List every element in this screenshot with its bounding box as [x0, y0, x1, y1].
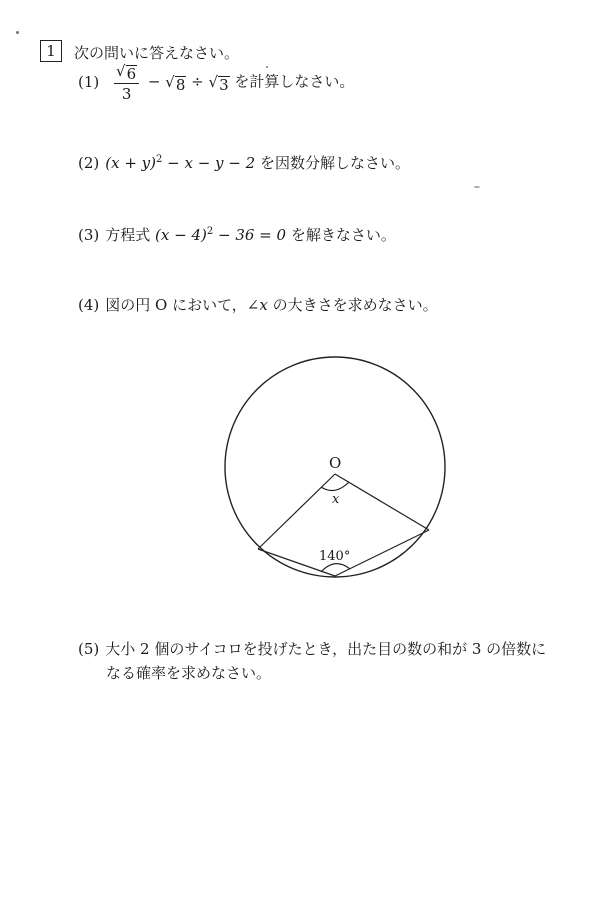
q1-minus: −: [147, 72, 161, 91]
q2-exponent: 2: [156, 154, 163, 165]
question-5-label: (5): [78, 640, 100, 658]
q1-divide: ÷: [191, 72, 204, 91]
q2-expression-rest: − x − y − 2: [162, 154, 256, 172]
question-1-label: (1): [78, 72, 100, 91]
sqrt-6: √ 6: [116, 62, 137, 83]
sqrt-8: √ 8: [165, 72, 186, 94]
q1-numerator: [114, 62, 139, 84]
question-3: [78, 224, 396, 245]
center-label-o: O: [329, 454, 342, 472]
scan-speck: [266, 66, 268, 68]
q4-variable: x: [259, 296, 268, 314]
circle-figure: [215, 350, 455, 590]
problem-number: 1: [46, 42, 56, 60]
q3-expression-rest: − 36 = 0: [213, 226, 287, 244]
problem-number-box: [40, 40, 62, 62]
scan-speck: [16, 31, 19, 34]
question-2-label: (2): [78, 154, 100, 172]
question-4-label: (4): [78, 296, 100, 314]
question-5-continued: [106, 662, 271, 683]
q5-line-2: なる確率を求めなさい。: [106, 664, 272, 682]
question-1: [78, 62, 354, 103]
q1-instruction: を計算しなさい。: [234, 72, 355, 91]
q4-text-a: 図の円 O において，∠: [105, 296, 260, 314]
q3-exponent: 2: [206, 226, 214, 237]
sqrt-3: √ 3: [208, 72, 229, 94]
question-5: [78, 638, 546, 659]
q1-denominator: 3: [121, 85, 132, 103]
q3-lead: 方程式: [105, 226, 156, 244]
q2-instruction: を因数分解しなさい。: [255, 154, 410, 172]
problem-instruction: 次の問いに答えなさい。: [74, 44, 240, 62]
q3-expression-base: (x − 4): [155, 226, 207, 244]
radius-left: [258, 474, 335, 549]
angle-x-label: x: [332, 492, 340, 507]
q3-instruction: を解きなさい。: [286, 226, 396, 244]
q2-expression-base: (x + y): [105, 154, 156, 172]
angle-140-label: 140°: [319, 549, 351, 564]
question-4: [78, 294, 438, 315]
question-2: [78, 152, 410, 173]
q4-text-b: の大きさを求めなさい。: [267, 296, 438, 314]
question-3-label: (3): [78, 226, 100, 244]
scan-speck: [474, 186, 480, 188]
q1-fraction: [114, 62, 139, 103]
q5-line-1: 大小 2 個のサイコロを投げたとき，出た目の数の和が 3 の倍数に: [105, 640, 547, 658]
